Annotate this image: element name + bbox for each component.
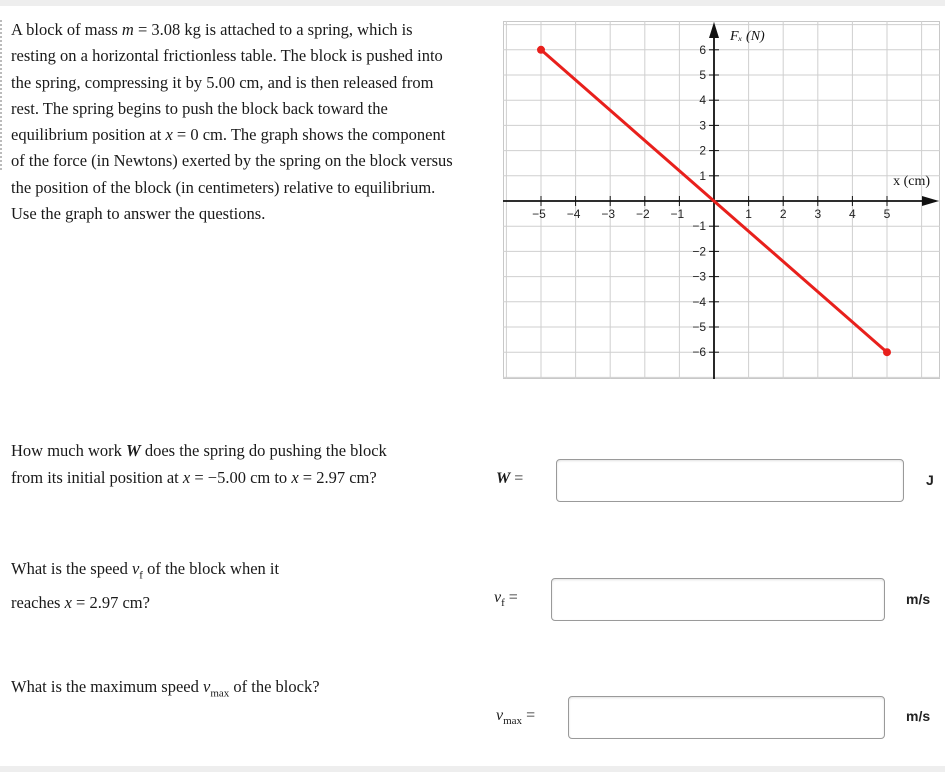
max-speed-label-var: v xyxy=(496,707,504,724)
final-speed-input[interactable] xyxy=(551,578,885,621)
problem-var: x xyxy=(165,125,173,145)
work-unit: J xyxy=(926,472,934,488)
final-speed-unit: m/s xyxy=(906,591,931,607)
question-text: What is the maximum speed xyxy=(11,677,203,696)
x-tick-label: 2 xyxy=(779,207,787,221)
final-speed-label xyxy=(494,589,518,609)
force-point xyxy=(883,348,891,356)
y-tick-label: 4 xyxy=(699,93,706,108)
bottom-border xyxy=(0,766,945,772)
y-tick-label: 3 xyxy=(699,118,706,133)
question-var: x xyxy=(291,468,299,487)
y-tick-label: 1 xyxy=(699,168,706,183)
y-tick-label: −5 xyxy=(692,320,706,334)
x-tick-label: 1 xyxy=(745,207,752,221)
problem-text: = 0 cm. The graph shows the component of the force (in Newtons) exerted by the spring on the block versus the position of the block (in centimeters) relative to equilibrium. Use the graph to answer the questions. xyxy=(11,125,453,224)
x-tick-label: −1 xyxy=(670,207,685,221)
y-tick-label: 5 xyxy=(699,68,706,82)
problem-text: = 3.08 kg is attached to a spring, which is resting on a horizontal frictionless table. The block is pushed into the spring, compressing it by 5.00 cm, and is then released from rest. The spring begins to push the block back toward the equilibrium position at xyxy=(11,20,443,145)
force-position-graph xyxy=(503,21,940,379)
problem-text: A block of mass xyxy=(11,20,122,39)
x-tick-label: −3 xyxy=(601,207,616,221)
question-text: = 2.97 cm? xyxy=(71,593,150,613)
question-max-speed xyxy=(11,673,320,707)
question-text: = 2.97 cm? xyxy=(298,468,377,487)
x-tick-label: −2 xyxy=(635,207,650,221)
question-text: of the block when it xyxy=(142,559,280,578)
question-text: of the block? xyxy=(229,677,320,696)
work-label xyxy=(496,470,523,488)
work-label-var: W xyxy=(496,470,511,487)
y-axis-label: Fₓ (N) xyxy=(730,29,765,44)
question-var: v xyxy=(203,677,211,696)
question-var: W xyxy=(126,441,141,460)
final-speed-label-var: v xyxy=(494,589,502,606)
y-tick-label: −2 xyxy=(692,244,706,259)
max-speed-label xyxy=(496,707,535,727)
x-tick-label: 3 xyxy=(814,207,822,221)
problem-statement xyxy=(11,17,461,227)
x-tick-label: 4 xyxy=(849,207,856,221)
y-tick-label: −6 xyxy=(692,345,706,360)
final-speed-label-eq: = xyxy=(504,589,518,606)
y-tick-label: −1 xyxy=(692,219,706,234)
y-tick-label: −3 xyxy=(692,269,706,284)
side-tab-marker xyxy=(0,20,6,170)
max-speed-label-sub: max xyxy=(503,715,523,728)
max-speed-unit: m/s xyxy=(906,708,931,724)
x-tick-label: −4 xyxy=(566,207,581,221)
y-tick-label: 6 xyxy=(699,42,706,57)
question-text: reaches xyxy=(11,593,65,613)
force-point xyxy=(537,46,545,54)
question-final-speed xyxy=(11,555,279,616)
question-text: does the spring do pushing the block xyxy=(140,441,387,460)
question-text: What is the speed xyxy=(11,559,132,578)
question-text: from its initial position at xyxy=(11,468,183,487)
work-label-eq: = xyxy=(510,470,524,487)
y-tick-label: 2 xyxy=(699,143,706,158)
y-tick-label: −4 xyxy=(692,294,706,309)
x-tick-label: 5 xyxy=(883,207,891,221)
work-input[interactable] xyxy=(556,459,904,502)
problem-var: m xyxy=(121,20,134,39)
x-tick-label: −5 xyxy=(532,207,546,221)
question-var: x xyxy=(182,468,191,487)
question-work xyxy=(11,437,387,491)
question-sub: f xyxy=(139,569,143,582)
question-text: = −5.00 cm to xyxy=(190,468,292,487)
max-speed-label-eq: = xyxy=(522,707,536,724)
top-border xyxy=(0,0,945,6)
question-var: x xyxy=(64,593,72,613)
x-axis-label: x (cm) xyxy=(893,174,930,189)
max-speed-input[interactable] xyxy=(568,696,885,739)
question-var: v xyxy=(131,559,140,578)
final-speed-label-sub: f xyxy=(501,597,505,610)
question-text: How much work xyxy=(11,441,127,460)
question-sub: max xyxy=(210,687,230,700)
